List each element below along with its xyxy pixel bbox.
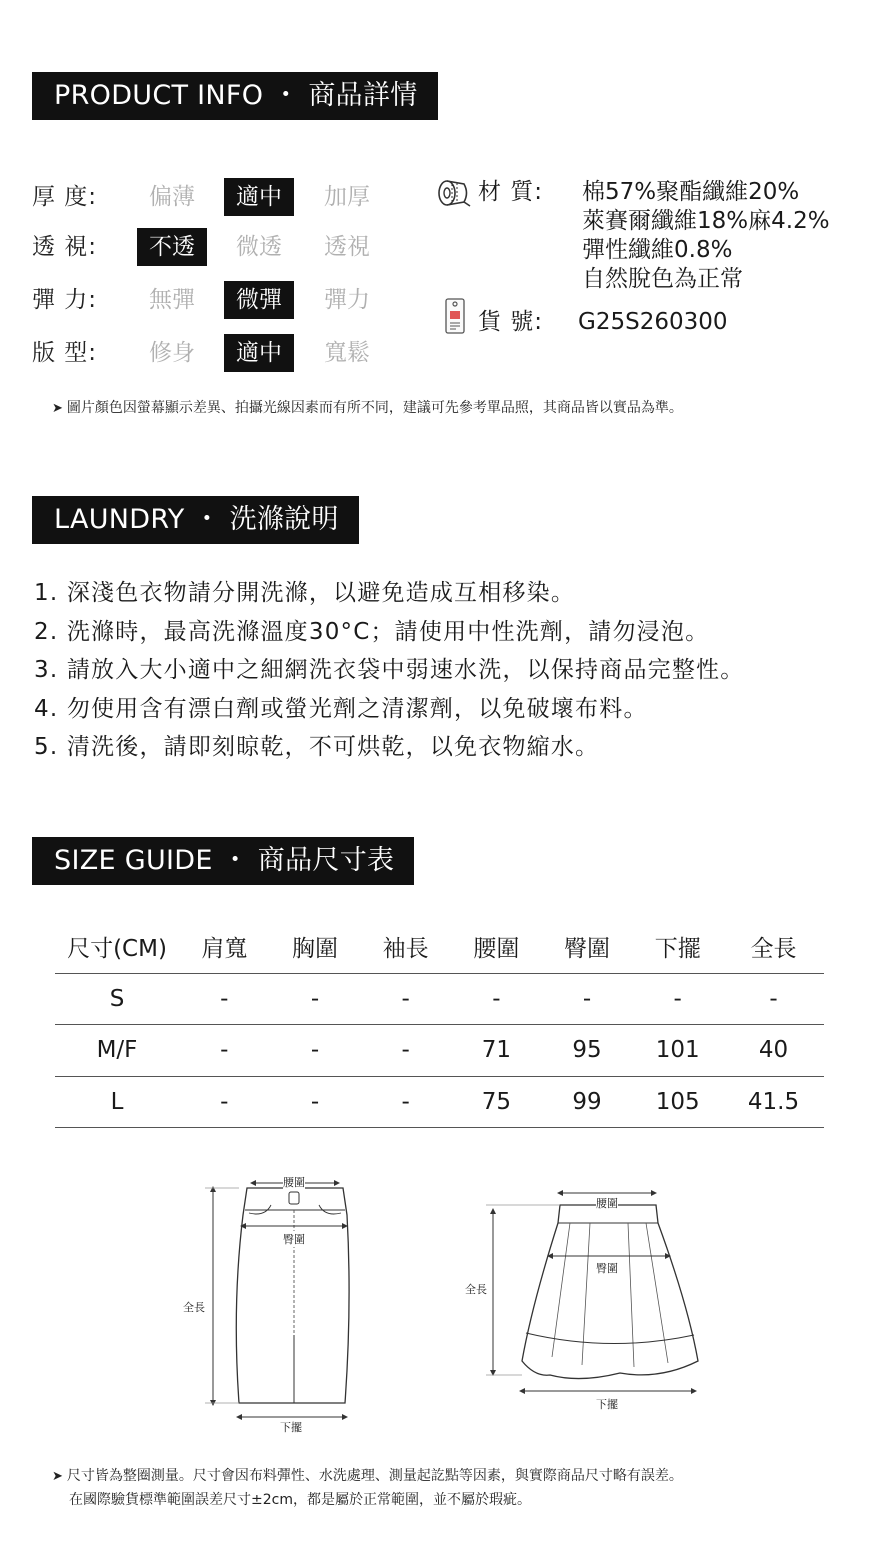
table-cell: S — [55, 973, 179, 1025]
item-code-value: G25S260300 — [578, 309, 728, 335]
table-cell: - — [179, 973, 270, 1025]
spec-option: 偏薄 — [149, 184, 195, 210]
column-header: 袖長 — [360, 920, 451, 973]
column-header: 尺寸(CM) — [55, 920, 179, 973]
hem-label: 下擺 — [280, 1421, 302, 1434]
table-cell: - — [270, 1076, 361, 1128]
arrow-icon: ➤ — [52, 1469, 63, 1484]
spec-label: 版 型: — [32, 340, 98, 366]
laundry-item: 1. 深淺色衣物請分開洗滌，以避免造成互相移染。 — [34, 580, 576, 606]
spec-option-selected: 適中 — [224, 334, 294, 372]
table-cell: 41.5 — [723, 1076, 824, 1128]
spec-option: 彈力 — [324, 287, 370, 313]
a-line-skirt-diagram — [460, 1185, 700, 1405]
fabric-roll-icon — [436, 178, 472, 208]
product-info-title: PRODUCT INFO ・ 商品詳情 — [32, 72, 438, 120]
table-cell: 75 — [451, 1076, 542, 1128]
table-cell: L — [55, 1076, 179, 1128]
laundry-list — [34, 574, 744, 767]
spec-label: 透 視: — [32, 234, 98, 260]
material-line: 彈性纖維0.8% — [582, 237, 733, 263]
waist-label: 腰圍 — [283, 1176, 305, 1189]
table-cell: - — [179, 1025, 270, 1077]
table-cell: - — [451, 973, 542, 1025]
item-code-label: 貨 號: — [478, 309, 544, 335]
table-row — [55, 1025, 824, 1077]
laundry-item: 5. 清洗後，請即刻晾乾，不可烘乾，以免衣物縮水。 — [34, 734, 600, 760]
material-label: 材 質: — [478, 179, 544, 205]
spec-label: 厚 度: — [32, 184, 98, 210]
spec-option: 修身 — [149, 340, 195, 366]
spec-option: 透視 — [324, 234, 370, 260]
spec-option: 加厚 — [324, 184, 370, 210]
waist-label: 腰圍 — [596, 1197, 618, 1210]
spec-label: 彈 力: — [32, 287, 98, 313]
table-cell: - — [542, 973, 633, 1025]
column-header: 腰圍 — [451, 920, 542, 973]
note-text: 尺寸皆為整圈測量。尺寸會因布料彈性、水洗處理、測量起訖點等因素，與實際商品尺寸略有誤差。 — [66, 1468, 683, 1484]
size-guide-title: SIZE GUIDE ・ 商品尺寸表 — [32, 837, 414, 885]
table-cell: 71 — [451, 1025, 542, 1077]
length-label: 全長 — [183, 1301, 205, 1314]
material-line: 萊賽爾纖維18%麻4.2% — [582, 208, 830, 234]
column-header: 全長 — [723, 920, 824, 973]
tag-icon — [443, 296, 467, 336]
size-table — [55, 920, 824, 1128]
table-row — [55, 1076, 824, 1128]
spec-option-selected: 微彈 — [224, 281, 294, 319]
table-cell: - — [360, 1025, 451, 1077]
table-cell: - — [360, 1076, 451, 1128]
material-line: 棉57%聚酯纖維20% — [582, 179, 800, 205]
note-text: 圖片顏色因螢幕顯示差異、拍攝光線因素而有所不同，建議可先參考單品照，其商品皆以實品為準。 — [66, 400, 683, 416]
table-header-row — [55, 920, 824, 973]
laundry-item: 2. 洗滌時，最高洗滌溫度30°C；請使用中性洗劑，請勿浸泡。 — [34, 618, 710, 645]
table-cell: - — [360, 973, 451, 1025]
table-cell: 40 — [723, 1025, 824, 1077]
arrow-icon: ➤ — [52, 401, 63, 416]
table-cell: - — [270, 1025, 361, 1077]
spec-option-selected: 適中 — [224, 178, 294, 216]
hip-label: 臀圍 — [283, 1233, 305, 1246]
table-cell: - — [632, 973, 723, 1025]
color-disclaimer — [52, 398, 683, 419]
table-cell: - — [723, 973, 824, 1025]
hem-label: 下擺 — [596, 1398, 618, 1411]
laundry-item: 3. 請放入大小適中之細網洗衣袋中弱速水洗，以保持商品完整性。 — [34, 657, 745, 683]
size-note — [52, 1466, 683, 1487]
length-label: 全長 — [465, 1283, 487, 1296]
material-line: 自然脫色為正常 — [582, 266, 743, 292]
table-cell: 95 — [542, 1025, 633, 1077]
spec-option: 微透 — [236, 234, 282, 260]
table-cell: - — [270, 973, 361, 1025]
column-header: 肩寬 — [179, 920, 270, 973]
table-cell: 101 — [632, 1025, 723, 1077]
laundry-item: 4. 勿使用含有漂白劑或螢光劑之清潔劑，以免破壞布料。 — [34, 695, 648, 722]
hip-label: 臀圍 — [596, 1262, 618, 1275]
table-cell: M/F — [55, 1025, 179, 1077]
table-cell: 99 — [542, 1076, 633, 1128]
column-header: 臀圍 — [542, 920, 633, 973]
spec-option-selected: 不透 — [137, 228, 207, 266]
spec-option: 寬鬆 — [324, 340, 370, 366]
spec-option: 無彈 — [149, 287, 195, 313]
table-row — [55, 973, 824, 1025]
column-header: 下擺 — [632, 920, 723, 973]
material-composition — [582, 178, 830, 294]
laundry-title: LAUNDRY ・ 洗滌說明 — [32, 496, 359, 544]
table-cell: 105 — [632, 1076, 723, 1128]
size-note — [69, 1490, 531, 1510]
column-header: 胸圍 — [270, 920, 361, 973]
table-cell: - — [179, 1076, 270, 1128]
note-text: 在國際驗貨標準範圍誤差尺寸±2cm，都是屬於正常範圍，並不屬於瑕疵。 — [69, 1492, 531, 1508]
